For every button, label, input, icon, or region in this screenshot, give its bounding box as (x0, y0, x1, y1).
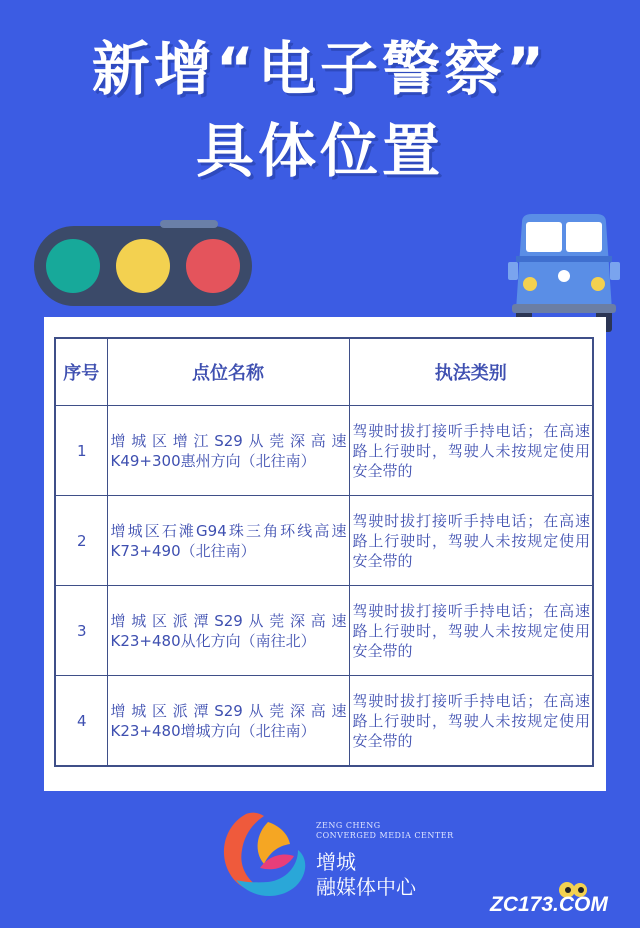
header-location: 点位名称 (107, 338, 349, 406)
bus-icon (508, 212, 620, 334)
row-category: 驾驶时拔打接听手持电话；在高速路上行驶时，驾驶人未按规定使用安全带的 (349, 496, 593, 586)
row-category: 驾驶时拔打接听手持电话；在高速路上行驶时，驾驶人未按规定使用安全带的 (349, 406, 593, 496)
table-row (55, 496, 593, 586)
page-title-line1: 新增“电子警察” (91, 35, 549, 103)
table-row (55, 406, 593, 496)
row-location: 增城区派潭S29从莞深高速K23+480增城方向（北往南） (107, 676, 349, 767)
enforcement-table (54, 337, 594, 767)
table-row (55, 676, 593, 767)
traffic-light-visor (160, 220, 218, 228)
header-category: 执法类别 (349, 338, 593, 406)
row-number: 4 (55, 676, 107, 767)
red-lamp-icon (186, 239, 240, 293)
logo-english-line1: ZENG CHENG (316, 821, 381, 830)
row-location: 增城区派潭S29从莞深高速K23+480从化方向（南往北） (107, 586, 349, 676)
logo-chinese-line1: 增城 (316, 850, 356, 874)
table-row (55, 586, 593, 676)
green-lamp-icon (46, 239, 100, 293)
traffic-light-icon (34, 226, 252, 306)
row-number: 3 (55, 586, 107, 676)
row-location: 增城区增江S29从莞深高速K49+300惠州方向（北往南） (107, 406, 349, 496)
row-number: 1 (55, 406, 107, 496)
watermark-text: ZC173.COM (490, 893, 608, 916)
row-category: 驾驶时拔打接听手持电话；在高速路上行驶时，驾驶人未按规定使用安全带的 (349, 586, 593, 676)
table-card (44, 317, 606, 791)
page-title-line2: 具体位置 (195, 117, 444, 185)
yellow-lamp-icon (116, 239, 170, 293)
logo-chinese-line2: 融媒体中心 (316, 875, 416, 899)
row-category: 驾驶时拔打接听手持电话；在高速路上行驶时，驾驶人未按规定使用安全带的 (349, 676, 593, 767)
table-header-row (55, 338, 593, 406)
row-number: 2 (55, 496, 107, 586)
header-serial: 序号 (55, 338, 107, 406)
logo-english-line2: CONVERGED MEDIA CENTER (316, 831, 454, 840)
row-location: 增城区石滩G94珠三角环线高速K73+490（北往南） (107, 496, 349, 586)
zengcheng-media-logo-icon (216, 808, 312, 904)
